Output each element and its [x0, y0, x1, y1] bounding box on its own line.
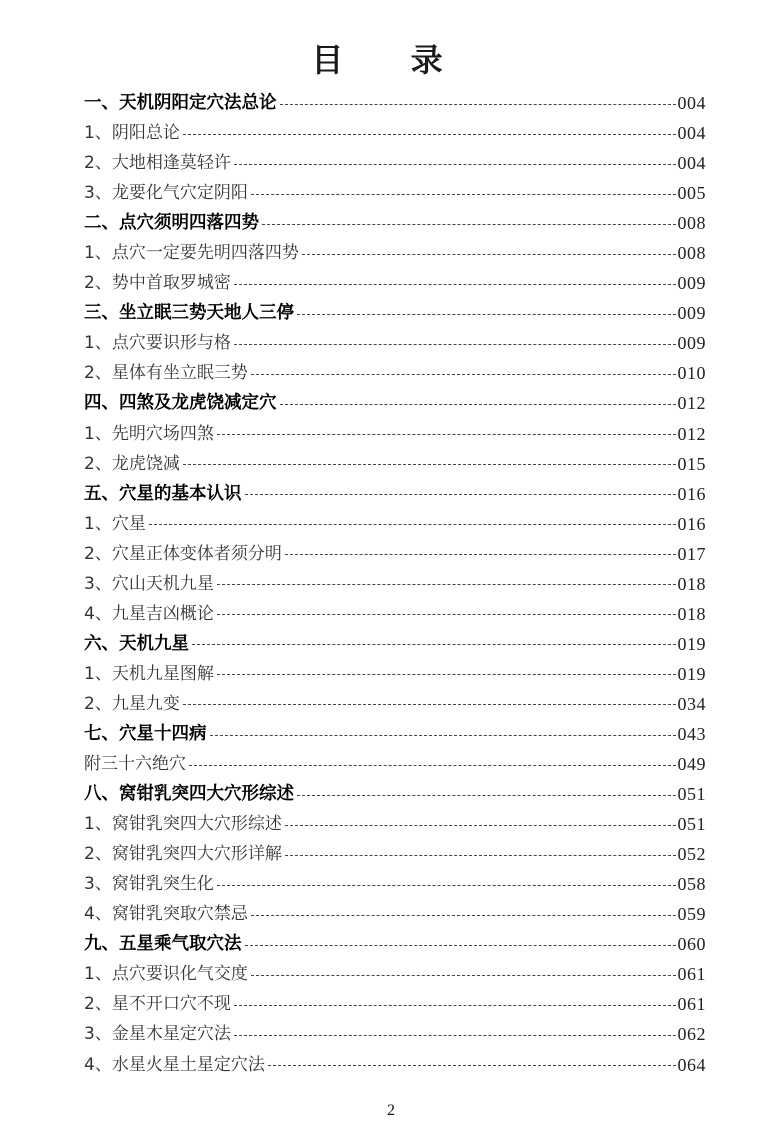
toc-entry-label: 2、九星九变 [84, 693, 180, 714]
toc-entry-label: 1、点穴一定要先明四落四势 [84, 243, 299, 264]
page-title: 目 录 [311, 41, 471, 79]
toc-entry-label: 2、窝钳乳突四大穴形详解 [84, 844, 282, 865]
page-number: 2 [387, 1102, 395, 1119]
dotted-leader [217, 674, 676, 675]
dotted-leader [285, 855, 676, 856]
toc-entry-label: 1、天机九星图解 [84, 663, 214, 684]
toc-entry-page: 019 [677, 633, 706, 654]
toc-entry-page: 009 [677, 333, 706, 354]
toc-entry-page: 017 [677, 543, 706, 564]
toc-entry-label: 二、点穴须明四落四势 [84, 213, 259, 234]
toc-entry-label: 五、穴星的基本认识 [84, 483, 242, 504]
toc-entry-label: 1、阴阳总论 [84, 123, 180, 144]
toc-item-entry [84, 839, 706, 869]
toc-item-entry [84, 178, 706, 208]
toc-entry-page: 018 [677, 603, 706, 624]
toc-item-entry [84, 869, 706, 899]
toc-entry-label: 3、穴山天机九星 [84, 573, 214, 594]
toc-entry-page: 018 [677, 573, 706, 594]
toc-item-entry [84, 449, 706, 479]
toc-item-entry [84, 959, 706, 989]
toc-entry-label: 附三十六绝穴 [84, 754, 186, 775]
toc-entry-label: 3、窝钳乳突生化 [84, 874, 214, 895]
dotted-leader [234, 344, 676, 345]
toc-entry-page: 016 [677, 513, 706, 534]
dotted-leader [245, 945, 676, 946]
toc-item-entry [84, 1019, 706, 1049]
toc-entry-label: 一、天机阴阳定穴法总论 [84, 93, 277, 114]
table-of-contents [84, 88, 706, 1080]
dotted-leader [251, 194, 676, 195]
dotted-leader [217, 885, 676, 886]
toc-entry-label: 1、穴星 [84, 513, 146, 534]
toc-entry-page: 043 [677, 724, 706, 744]
toc-entry-label: 六、天机九星 [84, 633, 189, 654]
dotted-leader [189, 765, 676, 766]
dotted-leader [251, 975, 676, 976]
toc-entry-page: 009 [677, 303, 706, 324]
toc-entry-page: 052 [677, 844, 706, 865]
dotted-leader [302, 254, 676, 255]
toc-item-entry [84, 809, 706, 839]
toc-entry-label: 3、龙要化气穴定阴阳 [84, 183, 248, 204]
toc-entry-label: 1、窝钳乳突四大穴形综述 [84, 814, 282, 835]
toc-section-entry [84, 629, 706, 659]
toc-entry-page: 060 [677, 934, 706, 955]
dotted-leader [297, 795, 676, 796]
toc-entry-label: 4、窝钳乳突取穴禁忌 [84, 904, 248, 925]
toc-item-entry [84, 118, 706, 148]
toc-entry-page: 058 [677, 874, 706, 895]
toc-entry-label: 八、窝钳乳突四大穴形综述 [84, 784, 294, 805]
toc-entry-label: 2、穴星正体变体者须分明 [84, 543, 282, 564]
toc-item-entry [84, 749, 706, 779]
toc-item-entry [84, 1050, 706, 1080]
toc-section-entry [84, 298, 706, 328]
dotted-leader [251, 374, 676, 375]
toc-entry-label: 2、大地相逢莫轻许 [84, 153, 231, 174]
toc-entry-page: 049 [677, 754, 706, 775]
toc-item-entry [84, 268, 706, 298]
dotted-leader [297, 314, 676, 315]
toc-entry-label: 3、金星木星定穴法 [84, 1024, 231, 1045]
toc-item-entry [84, 989, 706, 1019]
dotted-leader [245, 494, 676, 495]
toc-entry-page: 015 [677, 453, 706, 474]
toc-entry-page: 061 [677, 964, 706, 985]
toc-entry-page: 016 [677, 483, 706, 504]
dotted-leader [183, 464, 676, 465]
dotted-leader [234, 164, 676, 165]
toc-entry-label: 2、星体有坐立眠三势 [84, 363, 248, 384]
dotted-leader [217, 434, 676, 435]
toc-item-entry [84, 899, 706, 929]
toc-item-entry [84, 148, 706, 178]
toc-entry-page: 005 [677, 183, 706, 204]
toc-section-entry [84, 388, 706, 418]
toc-section-entry [84, 929, 706, 959]
toc-section-entry [84, 719, 706, 749]
dotted-leader [183, 134, 676, 135]
toc-item-entry [84, 569, 706, 599]
toc-entry-label: 1、先明穴场四煞 [84, 423, 214, 444]
toc-section-entry [84, 208, 706, 238]
toc-section-entry [84, 779, 706, 809]
toc-entry-page: 004 [677, 153, 706, 174]
toc-entry-page: 019 [677, 663, 706, 684]
toc-item-entry [84, 419, 706, 449]
toc-entry-label: 三、坐立眠三势天地人三停 [84, 303, 294, 324]
toc-section-entry [84, 88, 706, 118]
toc-entry-page: 062 [677, 1024, 706, 1045]
toc-item-entry [84, 599, 706, 629]
toc-entry-label: 1、点穴要识形与格 [84, 333, 231, 354]
toc-item-entry [84, 689, 706, 719]
toc-item-entry [84, 328, 706, 358]
dotted-leader [285, 554, 676, 555]
dotted-leader [234, 1005, 676, 1006]
toc-item-entry [84, 659, 706, 689]
toc-entry-page: 064 [677, 1054, 706, 1075]
toc-entry-label: 九、五星乘气取穴法 [84, 934, 242, 955]
dotted-leader [251, 915, 676, 916]
toc-entry-label: 2、星不开口穴不现 [84, 994, 231, 1015]
toc-entry-label: 1、点穴要识化气交度 [84, 964, 248, 985]
toc-entry-page: 012 [677, 423, 706, 444]
toc-item-entry [84, 509, 706, 539]
dotted-leader [268, 1065, 676, 1066]
toc-entry-label: 4、九星吉凶概论 [84, 603, 214, 624]
toc-entry-page: 051 [677, 784, 706, 805]
toc-entry-page: 059 [677, 904, 706, 925]
toc-entry-label: 2、势中首取罗城密 [84, 273, 231, 294]
dotted-leader [210, 735, 676, 736]
toc-entry-page: 034 [677, 693, 706, 714]
toc-entry-page: 008 [677, 213, 706, 234]
toc-entry-page: 010 [677, 363, 706, 384]
toc-entry-page: 008 [677, 243, 706, 264]
toc-entry-page: 004 [677, 93, 706, 114]
toc-entry-label: 2、龙虎饶减 [84, 453, 180, 474]
toc-entry-label: 四、四煞及龙虎饶减定穴 [84, 393, 277, 414]
dotted-leader [280, 104, 676, 105]
dotted-leader [285, 825, 676, 826]
toc-entry-page: 061 [677, 994, 706, 1015]
toc-entry-page: 051 [677, 814, 706, 835]
dotted-leader [192, 644, 676, 645]
dotted-leader [149, 524, 676, 525]
dotted-leader [217, 614, 676, 615]
toc-item-entry [84, 358, 706, 388]
dotted-leader [280, 404, 676, 405]
dotted-leader [234, 284, 676, 285]
toc-entry-label: 七、穴星十四病 [84, 724, 207, 744]
toc-entry-page: 009 [677, 273, 706, 294]
dotted-leader [217, 584, 676, 585]
dotted-leader [262, 224, 676, 225]
toc-entry-page: 012 [677, 393, 706, 414]
toc-section-entry [84, 479, 706, 509]
dotted-leader [234, 1035, 676, 1036]
toc-item-entry [84, 539, 706, 569]
toc-entry-label: 4、水星火星土星定穴法 [84, 1054, 265, 1075]
toc-item-entry [84, 238, 706, 268]
toc-entry-page: 004 [677, 123, 706, 144]
dotted-leader [183, 704, 676, 705]
